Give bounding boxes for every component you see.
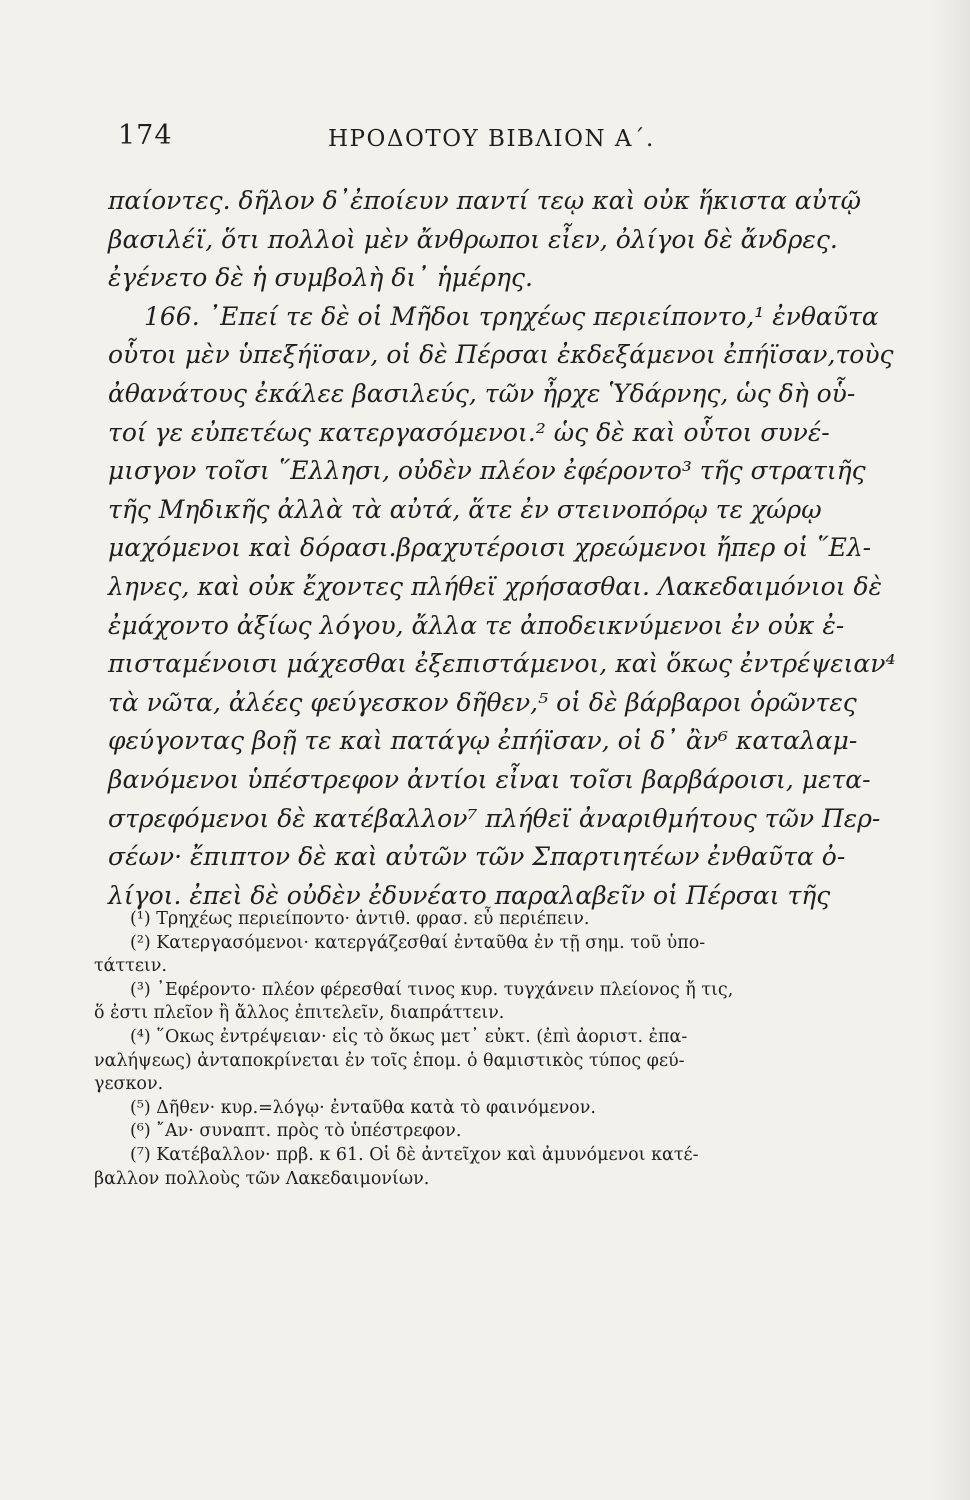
footnote-line: (⁶) ῎Αν· συναπτ. πρὸς τὸ ὑπέστρεφον. (130, 1121, 462, 1142)
text-line: ἐγένετο δὲ ἡ συμβολὴ δι᾽ ἡμέρης. (108, 263, 533, 293)
text-line: ἀθανάτους ἐκάλεε βασιλεύς, τῶν ἦρχε Ὑδάρνης, ὡς δὴ οὗ- (108, 378, 856, 408)
footnote-line: (¹) Τρηχέως περιείποντο· ἀντιθ. φρασ. εὖ περιέπειν. (130, 909, 590, 929)
text-line: στρεφόμενοι δὲ κατέβαλλον⁷ πλήθεϊ ἀναριθμήτους τῶν Περ- (108, 803, 881, 833)
footnote-line: βαλλον πολλοὺς τῶν Λακεδαιμονίων. (94, 1168, 430, 1189)
main-text (108, 182, 918, 915)
text-line: τὰ νῶτα, ἀλέες φεύγεσκον δῆθεν,⁵ οἱ δὲ βάρβαροι ὁρῶντες (108, 687, 857, 717)
text-line: 166. ᾽Επεί τε δὲ οἱ Μῆδοι τρηχέως περιείποντο,¹ ἐνθαῦτα (144, 301, 879, 331)
text-line: τῆς Μηδικῆς ἀλλὰ τὰ αὐτά, ἅτε ἐν στεινοπόρῳ τε χώρῳ (108, 494, 822, 524)
text-line: πισταμένοισι μάχεσθαι ἐξεπιστάμενοι, καὶ ὅκως ἐντρέψειαν⁴ (108, 649, 896, 679)
footnote-line: (⁵) Δῆθεν· κυρ.=λόγῳ· ἐνταῦθα κατὰ τὸ φαινόμενον. (130, 1097, 596, 1118)
text-line: παίοντες. δῆλον δ᾽ἐποίευν παντί τεῳ καὶ οὐκ ἥκιστα αὐτῷ (108, 186, 862, 215)
footnotes (94, 908, 894, 1191)
text-line: μαχόμενοι καὶ δόρασι.βραχυτέροισι χρεώμενοι ἤπερ οἱ ῞Ελ- (108, 533, 872, 563)
footnote-line: ναλήψεως) ἀνταποκρίνεται ἐν τοῖς ἑπομ. ὁ θαμιστικὸς τύπος φεύ- (94, 1050, 685, 1071)
text-line: οὗτοι μὲν ὑπεξήϊσαν, οἱ δὲ Πέρσαι ἐκδεξάμενοι ἐπήϊσαν,τοὺς (108, 340, 894, 370)
text-line: τοί γε εὐπετέως κατεργασόμενοι.² ὡς δὲ καὶ οὗτοι συνέ- (108, 417, 830, 447)
text-line: βανόμενοι ὑπέστρεφον ἀντίοι εἶναι τοῖσι βαρβάροισι, μετα- (108, 764, 871, 794)
footnote-line: γεσκον. (94, 1074, 164, 1095)
footnote-line: (⁷) Κατέβαλλον· πρβ. κ 61. Οἱ δὲ ἀντεῖχον καὶ ἀμυνόμενοι κατέ- (130, 1144, 699, 1165)
page-number: 174 (118, 120, 173, 151)
footnote-line: τάττειν. (94, 956, 167, 977)
text-line: μισγον τοῖσι ῞Ελλησι, οὐδὲν πλέον ἐφέροντο³ τῆς στρατιῆς (108, 456, 866, 486)
text-line: βασιλέϊ, ὅτι πολλοὶ μὲν ἄνθρωποι εἶεν, ὀλίγοι δὲ ἄνδρες. (108, 224, 838, 254)
footnote-line: (²) Κατεργασόμενοι· κατεργάζεσθαί ἐνταῦθα ἐν τῇ σημ. τοῦ ὑπο- (130, 932, 706, 953)
text-line: ληνες, καὶ οὐκ ἔχοντες πλήθεϊ χρήσασθαι. Λακεδαιμόνιοι δὲ (108, 571, 882, 601)
page-edge-shading (932, 0, 970, 1500)
footnote-line: (³) ᾽Εφέροντο· πλέον φέρεσθαί τινος κυρ. τυγχάνειν πλείονος ἤ τις, (130, 979, 734, 1000)
text-line: σέων· ἔπιπτον δὲ καὶ αὐτῶν τῶν Σπαρτιητέων ἐνθαῦτα ὀ- (108, 842, 846, 872)
footnote-line: ὅ ἐστι πλεῖον ἢ ἄλλος ἐπιτελεῖν, διαπράττειν. (94, 1003, 505, 1024)
text-line: λίγοι. ἐπεὶ δὲ οὐδὲν ἐδυνέατο παραλαβεῖν οἱ Πέρσαι τῆς (108, 880, 831, 910)
footnote-line: (⁴) ῞Οκως ἐντρέψειαν· εἰς τὸ ὅκως μετ᾽ εὐκτ. (ἐπὶ ἀοριστ. ἐπα- (130, 1026, 688, 1047)
text-line: φεύγοντας βοῇ τε καὶ πατάγῳ ἐπήϊσαν, οἱ δ᾽ ἂν⁶ καταλαμ- (108, 726, 858, 756)
text-line: ἐμάχοντο ἀξίως λόγου, ἄλλα τε ἀποδεικνύμενοι ἐν οὐκ ἐ- (108, 610, 845, 640)
running-head: ΗΡΟΔΟΤΟΥ ΒΙΒΛΙΟΝ Α΄. (328, 126, 655, 152)
